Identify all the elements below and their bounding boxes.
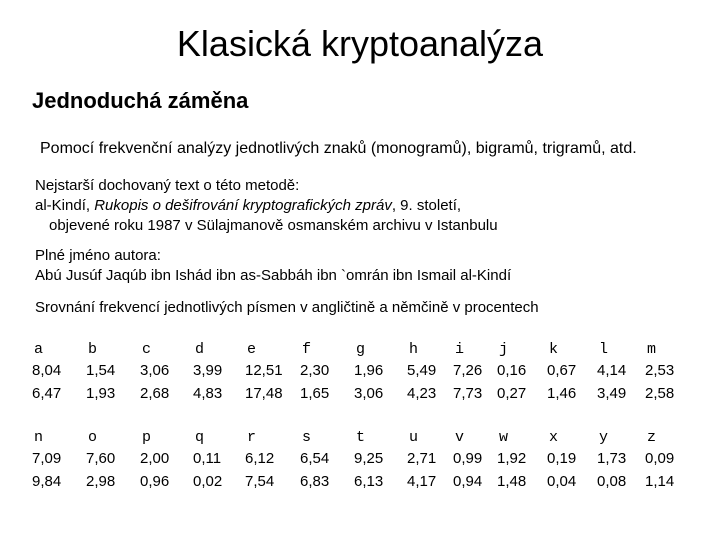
letter-cell: b — [88, 341, 98, 358]
letter-cell: m — [647, 341, 657, 358]
letter-cell: v — [455, 429, 465, 446]
letter-cell: f — [302, 341, 312, 358]
oldest-text-author: al-Kindí, — [35, 197, 95, 214]
author-paragraph — [35, 246, 511, 286]
german-freq-cell: 0,27 — [497, 385, 527, 402]
german-freq-cell: 1,65 — [300, 385, 330, 402]
german-freq-cell: 4,83 — [193, 385, 223, 402]
author-line-1: Plné jméno autora: — [35, 247, 161, 264]
english-freq-cell: 2,30 — [300, 362, 330, 379]
german-freq-cell: 2,58 — [645, 385, 675, 402]
german-freq-cell: 6,47 — [32, 385, 62, 402]
german-freq-cell: 4,23 — [407, 385, 437, 402]
german-freq-cell: 7,73 — [453, 385, 483, 402]
oldest-text-paragraph — [35, 176, 498, 236]
letter-cell: e — [247, 341, 257, 358]
german-freq-cell: 1,93 — [86, 385, 116, 402]
comparison-heading: Srovnání frekvencí jednotlivých písmen v angličtině a němčině v procentech — [35, 299, 539, 316]
english-freq-cell: 1,54 — [86, 362, 116, 379]
german-freq-cell: 2,98 — [86, 473, 116, 490]
english-freq-cell: 1,96 — [354, 362, 384, 379]
letter-cell: t — [356, 429, 366, 446]
german-freq-cell: 0,02 — [193, 473, 223, 490]
german-freq-cell: 6,13 — [354, 473, 384, 490]
german-freq-cell: 4,17 — [407, 473, 437, 490]
german-freq-cell: 0,94 — [453, 473, 483, 490]
english-freq-cell: 7,26 — [453, 362, 483, 379]
english-freq-cell: 3,99 — [193, 362, 223, 379]
letter-cell: q — [195, 429, 205, 446]
letter-cell: g — [356, 341, 366, 358]
english-freq-cell: 2,71 — [407, 450, 437, 467]
letter-cell: a — [34, 341, 44, 358]
german-freq-cell: 7,54 — [245, 473, 275, 490]
german-freq-cell: 1,48 — [497, 473, 527, 490]
letter-cell: k — [549, 341, 559, 358]
letter-cell: l — [599, 341, 609, 358]
english-freq-cell: 7,60 — [86, 450, 116, 467]
letter-cell: w — [499, 429, 509, 446]
german-freq-cell: 0,96 — [140, 473, 170, 490]
letter-cell: r — [247, 429, 257, 446]
letter-cell: s — [302, 429, 312, 446]
english-freq-cell: 0,99 — [453, 450, 483, 467]
german-freq-cell: 3,06 — [354, 385, 384, 402]
intro-text: Pomocí frekvenční analýzy jednotlivých znaků (monogramů), bigramů, trigramů, atd. — [40, 140, 637, 157]
german-freq-cell: 0,04 — [547, 473, 577, 490]
english-freq-cell: 9,25 — [354, 450, 384, 467]
letter-cell: h — [409, 341, 419, 358]
letter-cell: p — [142, 429, 152, 446]
english-freq-cell: 6,12 — [245, 450, 275, 467]
english-freq-cell: 4,14 — [597, 362, 627, 379]
english-freq-cell: 5,49 — [407, 362, 437, 379]
slide-title: Klasická kryptoanalýza — [176, 23, 544, 64]
english-freq-cell: 3,06 — [140, 362, 170, 379]
english-freq-cell: 2,00 — [140, 450, 170, 467]
letter-cell: o — [88, 429, 98, 446]
author-full-name: Abú Jusúf Jaqúb ibn Ishád ibn as-Sabbáh ibn `omrán ibn Ismail al-Kindí — [35, 267, 512, 284]
german-freq-cell: 2,68 — [140, 385, 170, 402]
oldest-text-line-1: Nejstarší dochovaný text o této metodě: — [35, 177, 300, 194]
slide-subtitle: Jednoduchá záměna — [32, 88, 249, 113]
english-freq-cell: 7,09 — [32, 450, 62, 467]
german-freq-cell: 9,84 — [32, 473, 62, 490]
letter-cell: j — [499, 341, 509, 358]
letter-cell: x — [549, 429, 559, 446]
english-freq-cell: 8,04 — [32, 362, 62, 379]
letter-cell: u — [409, 429, 419, 446]
english-freq-cell: 1,73 — [597, 450, 627, 467]
letter-cell: z — [647, 429, 657, 446]
english-freq-cell: 1,92 — [497, 450, 527, 467]
letter-cell: c — [142, 341, 152, 358]
english-freq-cell: 0,11 — [193, 450, 222, 467]
english-freq-cell: 0,16 — [497, 362, 527, 379]
german-freq-cell: 1,46 — [547, 385, 577, 402]
english-freq-cell: 0,19 — [547, 450, 577, 467]
oldest-text-century: , 9. století, — [391, 197, 462, 214]
english-freq-cell: 2,53 — [645, 362, 675, 379]
german-freq-cell: 1,14 — [645, 473, 675, 490]
german-freq-cell: 6,83 — [300, 473, 330, 490]
english-freq-cell: 12,51 — [245, 362, 283, 379]
letter-cell: i — [455, 341, 465, 358]
german-freq-cell: 3,49 — [597, 385, 627, 402]
letter-cell: y — [599, 429, 609, 446]
english-freq-cell: 6,54 — [300, 450, 330, 467]
german-freq-cell: 17,48 — [245, 385, 283, 402]
german-freq-cell: 0,08 — [597, 473, 627, 490]
oldest-text-line-3: objevené roku 1987 v Sülajmanově osmanském archivu v Istanbulu — [49, 217, 498, 234]
english-freq-cell: 0,67 — [547, 362, 577, 379]
letter-cell: d — [195, 341, 205, 358]
manuscript-title: Rukopis o dešifrování kryptografických zpráv — [94, 197, 392, 214]
oldest-text-line-2 — [35, 196, 498, 216]
letter-cell: n — [34, 429, 44, 446]
english-freq-cell: 0,09 — [645, 450, 675, 467]
